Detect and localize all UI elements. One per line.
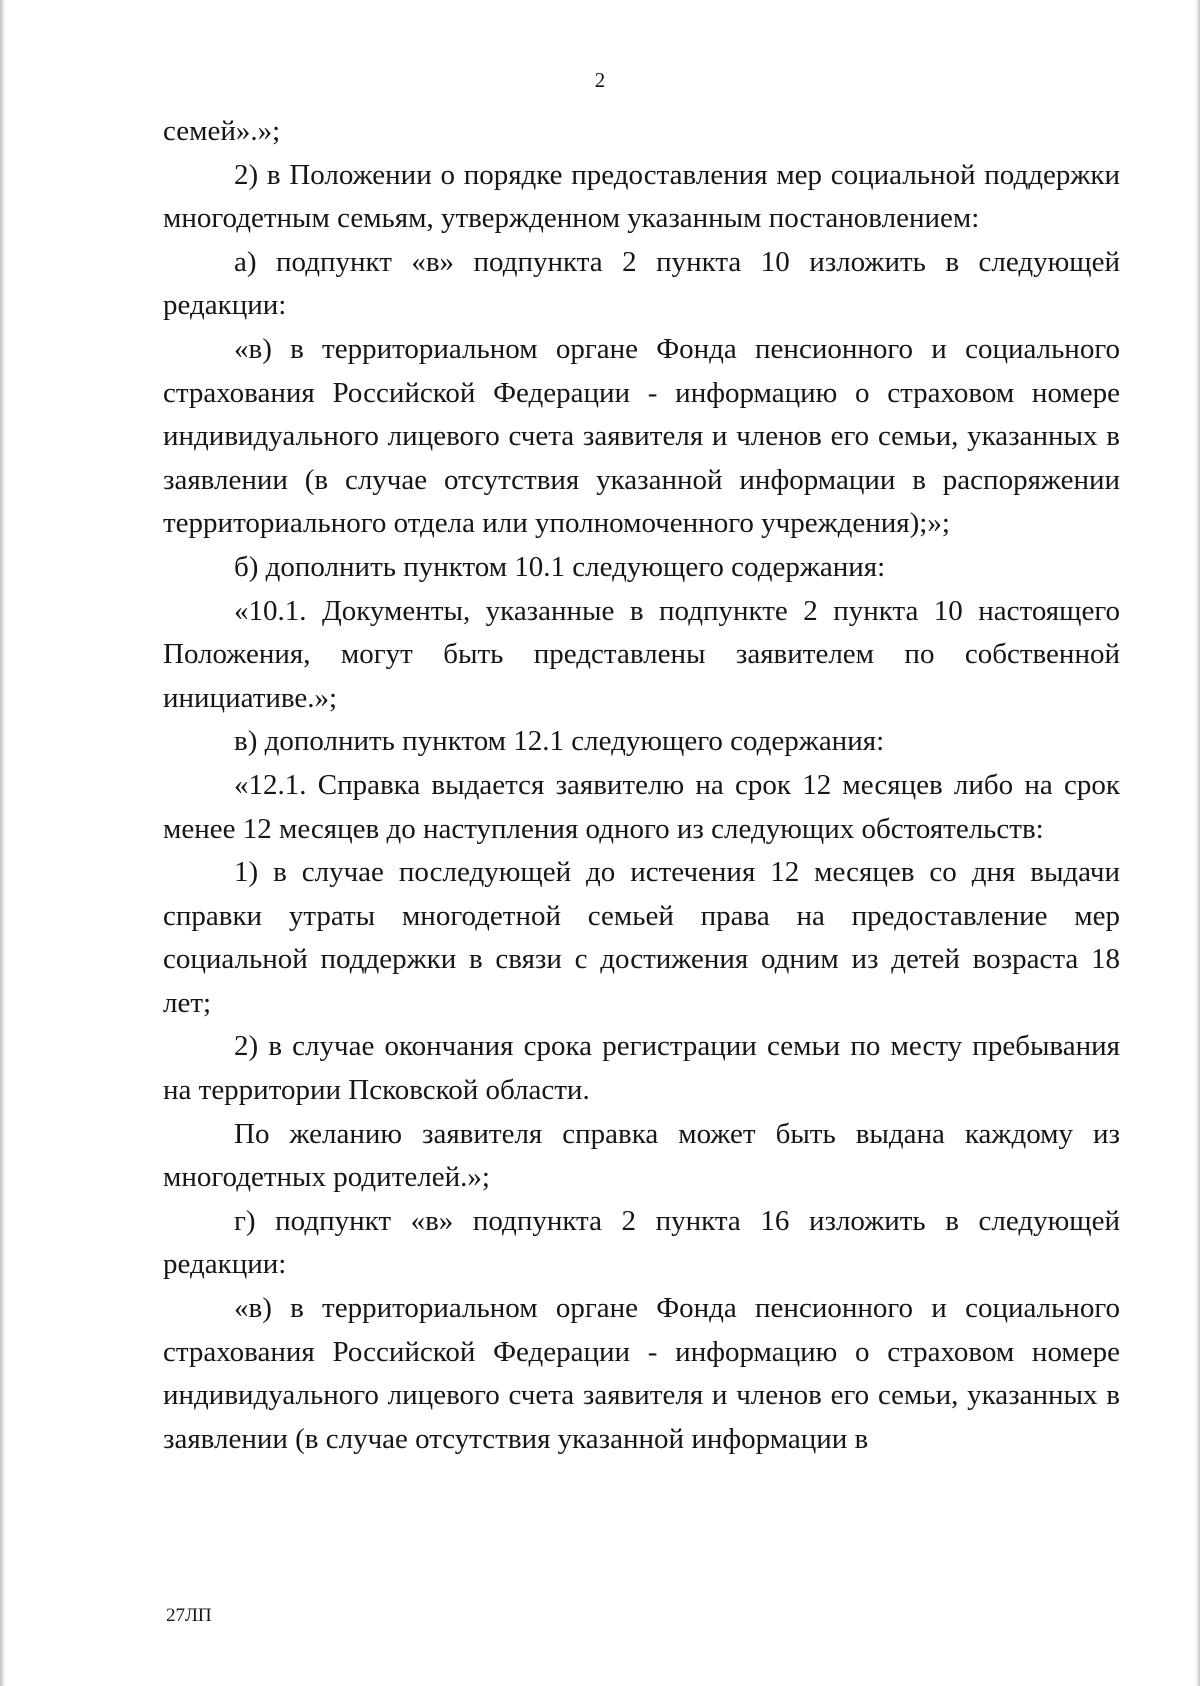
paragraph-quote-v: «в) в территориальном органе Фонда пенсионного и социального страхования Российской Федерации - информацию о страховом номере индивидуального лицевого счета заявителя и членов его семьи, указанных в заявлении (в случае отсутствия указанной информации в распоряжении территориального отдела или уполномоченного учреждения);»;	[163, 332, 1120, 540]
paragraph-quote-12-1: «12.1. Справка выдается заявителю на срок 12 месяцев либо на срок менее 12 месяцев до наступления одного из следующих обстоятельств:	[163, 768, 1120, 845]
paragraph-quote-10-1: «10.1. Документы, указанные в подпункте 2 пункта 10 настоящего Положения, могут быть представлены заявителем по собственной инициативе.»;	[163, 594, 1120, 714]
paragraph-quote-v-2: «в) в территориальном органе Фонда пенсионного и социального страхования Российской Федерации - информацию о страховом номере индивидуального лицевого счета заявителя и членов его семьи, указанных в заявлении (в случае отсутствия указанной информации в	[163, 1292, 1120, 1455]
paragraph-request: По желанию заявителя справка может быть выдана каждому из многодетных родителей.»;	[163, 1117, 1120, 1194]
paragraph-case-1: 1) в случае последующей до истечения 12 месяцев со дня выдачи справки утраты многодетной семьей права на предоставление мер социальной поддержки в связи с достижения одним из детей возраста 18 лет;	[163, 856, 1120, 1019]
paragraph-case-2: 2) в случае окончания срока регистрации семьи по месту пребывания на территории Псковской области.	[163, 1030, 1120, 1107]
paragraph-subitem-v: в) дополнить пунктом 12.1 следующего содержания:	[234, 725, 885, 758]
paragraph-continuation: семей».»;	[163, 115, 281, 147]
scan-edge-left	[0, 0, 6, 1686]
paragraph-item-2: 2) в Положении о порядке предоставления мер социальной поддержки многодетным семьям, утвержденном указанным постановлением:	[163, 158, 1120, 235]
paragraph-subitem-g: г) подпункт «в» подпункта 2 пункта 16 изложить в следующей редакции:	[163, 1204, 1120, 1281]
document-body	[163, 110, 1120, 1461]
page-number: 2	[594, 68, 606, 92]
scan-edge-right	[1195, 0, 1200, 1686]
paragraph-subitem-b: б) дополнить пунктом 10.1 следующего содержания:	[234, 550, 886, 583]
document-code: 27ЛП	[166, 1605, 212, 1626]
paragraph-subitem-a: а) подпункт «в» подпункта 2 пункта 10 изложить в следующей редакции:	[163, 245, 1120, 322]
